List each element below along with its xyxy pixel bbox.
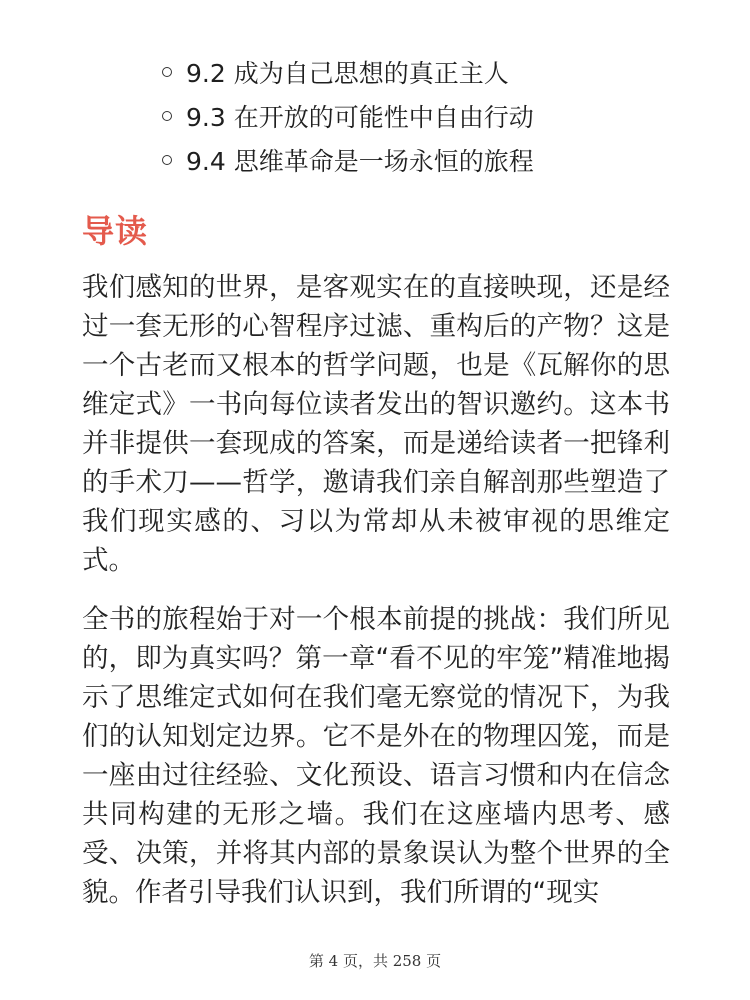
toc-item[interactable] bbox=[162, 94, 534, 138]
body-paragraph: 全书的旅程始于对一个根本前提的挑战：我们所见的，即为真实吗？第一章“看不见的牢笼”精准地揭示了思维定式如何在我们毫无察觉的情况下，为我们的认知划定边界。它不是外在的物理囚笼，而是一座由过往经验、文化预设、语言习惯和内在信念共同构建的无形之墙。我们在这座墙内思考、感受、决策，并将其内部的景象误认为整个世界的全貌。作者引导我们认识到，我们所谓的“现实 bbox=[82, 604, 670, 908]
body-paragraph: 我们感知的世界，是客观实在的直接映现，还是经过一套无形的心智程序过滤、重构后的产物？这是一个古老而又根本的哲学问题，也是《瓦解你的思维定式》一书向每位读者发出的智识邀约。这本书并非提供一套现成的答案，而是递给读者一把锋利的手术刀——哲学，邀请我们亲自解剖那些塑造了我们现实感的、习以为常却从未被审视的思维定式。 bbox=[82, 272, 670, 576]
circle-bullet-icon bbox=[162, 111, 172, 121]
toc-item-label: 9.4 思维革命是一场永恒的旅程 bbox=[186, 147, 534, 176]
toc-list bbox=[162, 50, 534, 182]
section-heading: 导读 bbox=[82, 212, 149, 250]
toc-item-label: 9.3 在开放的可能性中自由行动 bbox=[186, 103, 534, 132]
toc-item-label: 9.2 成为自己思想的真正主人 bbox=[186, 59, 509, 88]
toc-item[interactable] bbox=[162, 138, 534, 182]
circle-bullet-icon bbox=[162, 67, 172, 77]
toc-item[interactable] bbox=[162, 50, 534, 94]
page-indicator: 第 4 页，共 258 页 bbox=[308, 952, 442, 970]
circle-bullet-icon bbox=[162, 155, 172, 165]
